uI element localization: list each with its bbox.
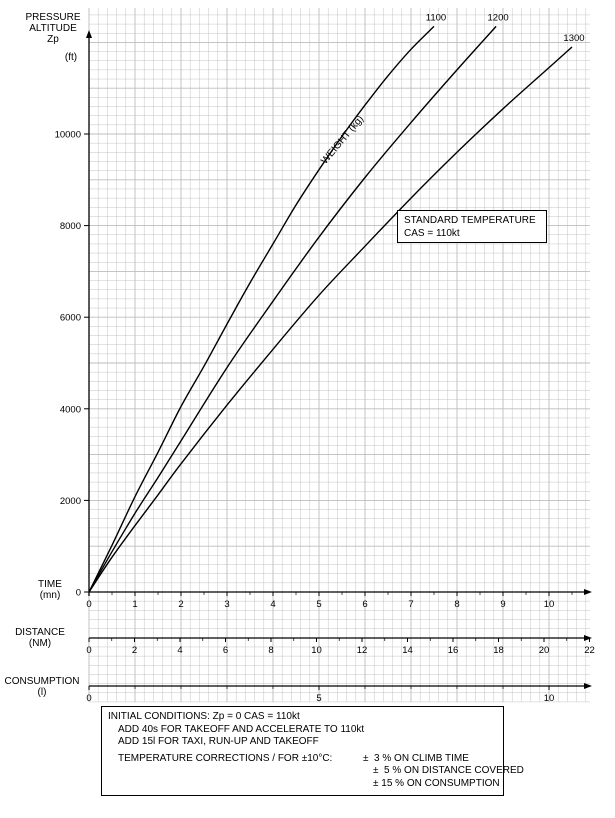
time-tick-label: 5 (316, 599, 322, 610)
weight-curves (89, 26, 572, 592)
time-tick-label: 2 (178, 599, 184, 610)
y-axis-unit: (ft) (64, 52, 78, 63)
chart-axes (86, 30, 592, 689)
notes-temp-corrections: TEMPERATURE CORRECTIONS / FOR ±10°C: (118, 752, 333, 764)
notes-takeoff: ADD 40s FOR TAKEOFF AND ACCELERATE TO 110kt (118, 723, 365, 735)
distance-tick-label: 14 (402, 645, 413, 656)
time-tick-label: 8 (454, 599, 460, 610)
distance-tick-label: 10 (311, 645, 322, 656)
time-tick-label: 0 (86, 599, 92, 610)
distance-tick-label: 2 (131, 645, 138, 656)
notes-corr-distance: ± 5 % ON DISTANCE COVERED (373, 765, 524, 776)
y-tick-label: 8000 (59, 221, 81, 233)
distance-axis-arrow (584, 635, 592, 641)
time-tick-label: 9 (500, 599, 506, 610)
time-scale-unit: (mn) (39, 590, 61, 601)
distance-tick-label: 8 (268, 645, 274, 656)
y-tick-label: 6000 (59, 312, 81, 324)
consumption-scale-unit: (l) (37, 687, 47, 698)
y-axis-title-line2: ALTITUDE (29, 23, 77, 34)
weight-curve-label-1100: 1100 (425, 12, 447, 24)
distance-tick-label: 6 (222, 645, 229, 656)
distance-tick-label: 0 (86, 645, 92, 656)
chart-grid (89, 8, 590, 702)
distance-tick-label: 4 (177, 645, 183, 656)
consumption-tick-label: 5 (316, 693, 322, 704)
distance-tick-label: 18 (493, 645, 504, 656)
y-tick-label: 0 (75, 587, 81, 599)
time-tick-label: 7 (408, 599, 414, 610)
notes-taxi: ADD 15l FOR TAXI, RUN-UP AND TAKEOFF (118, 736, 319, 747)
distance-scale-unit: (NM) (28, 638, 52, 649)
conditions-inset (397, 210, 547, 243)
y-axis-title-line3: Zp (47, 34, 59, 45)
time-axis-arrow (584, 589, 592, 595)
distance-tick-label: 20 (538, 645, 550, 656)
distance-tick-label: 22 (584, 645, 595, 656)
weight-curve-1200 (89, 26, 496, 592)
y-axis-title-line1: PRESSURE (25, 12, 81, 23)
time-tick-label: 1 (132, 599, 138, 610)
time-tick-label: 3 (224, 599, 230, 610)
weight-curve-label-1300: 1300 (563, 32, 585, 44)
notes-box (101, 706, 524, 796)
time-tick-label: 4 (270, 599, 276, 610)
distance-tick-label: 12 (356, 645, 368, 656)
notes-initial-conditions: INITIAL CONDITIONS: Zp = 0 CAS = 110kt (108, 711, 300, 722)
axis-ticks (55, 12, 595, 704)
y-tick-label: 4000 (59, 404, 81, 416)
consumption-axis-arrow (584, 683, 592, 689)
inset-line2: CAS = 110kt (404, 228, 460, 239)
weight-curve-1300 (89, 47, 572, 592)
y-tick-label: 10000 (54, 129, 81, 141)
y-axis-arrow (86, 30, 92, 38)
notes-corr-time: ± 3 % ON CLIMB TIME (363, 752, 469, 764)
time-scale-name: TIME (38, 579, 62, 590)
inset-line1: STANDARD TEMPERATURE (404, 215, 536, 226)
consumption-tick-label: 0 (86, 693, 92, 704)
consumption-tick-label: 10 (543, 693, 555, 704)
weight-curve-1100 (89, 26, 434, 592)
distance-tick-label: 16 (447, 645, 459, 656)
time-tick-label: 6 (362, 599, 368, 610)
consumption-scale-name: CONSUMPTION (4, 676, 80, 687)
notes-corr-consumption: ± 15 % ON CONSUMPTION (373, 777, 500, 789)
y-tick-label: 2000 (59, 495, 81, 507)
time-tick-label: 10 (543, 599, 555, 610)
weight-curve-label-1200: 1200 (487, 12, 509, 24)
weight-curve-caption: WEIGHT (kg) (319, 113, 367, 167)
distance-scale-name: DISTANCE (15, 627, 65, 638)
